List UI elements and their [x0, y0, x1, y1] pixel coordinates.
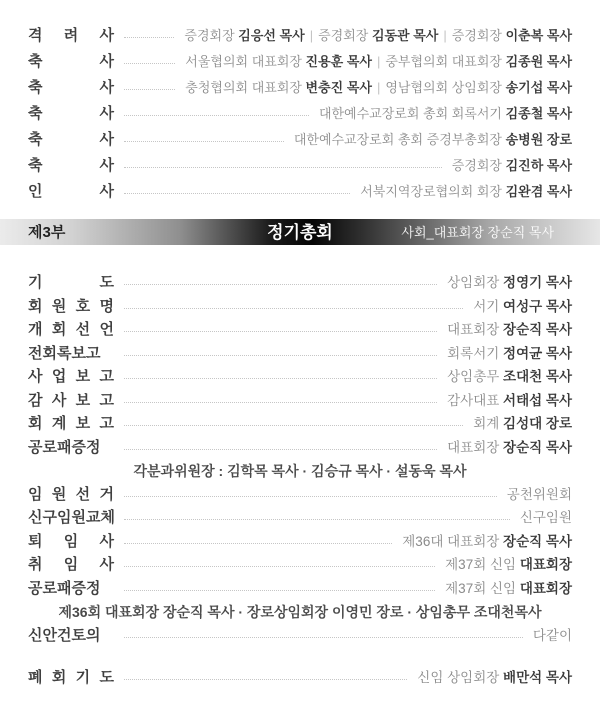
role-text: 서북지역장로협의회 회장	[360, 183, 506, 199]
person-name: 장순직 목사	[503, 322, 572, 337]
person-name: 진용훈 목사	[305, 53, 372, 69]
role-text: 대한예수교장로회 총회 증경부총회장	[293, 131, 506, 147]
program-item-label: 신안건토의	[28, 626, 101, 644]
role-text: 제37회 신임	[445, 557, 520, 572]
program-item-label: 감 사 보 고	[28, 391, 114, 409]
separator: |	[309, 27, 314, 43]
dotted-leader	[124, 543, 392, 544]
role-text: 서기	[473, 298, 504, 314]
person-name: 김성대 장로	[503, 416, 572, 431]
dotted-leader	[124, 37, 174, 38]
role-text: 증경회장	[318, 27, 372, 43]
program-row	[28, 126, 572, 152]
program-item-value	[185, 55, 572, 68]
program-item-value	[473, 300, 572, 314]
role-text: 제36대 대표회장	[402, 533, 504, 549]
person-name: 김종철 목사	[505, 105, 572, 121]
program-item-label: 축 사	[28, 156, 114, 174]
program-item-label: 축 사	[28, 78, 114, 96]
person-name: 장순직 목사	[503, 533, 572, 549]
role-text: 증경회장	[184, 27, 239, 43]
program-item-label: 퇴 임 사	[28, 532, 114, 550]
program-item-label: 신구임원교체	[28, 509, 115, 527]
role-text: 증경회장	[451, 157, 506, 173]
program-item-value	[445, 582, 572, 596]
program-row	[28, 100, 572, 126]
program-row	[28, 271, 572, 295]
program-item-value	[319, 107, 572, 120]
program-item-label: 축 사	[28, 52, 114, 70]
program-item-label: 공로패증정	[28, 579, 101, 597]
row-spacer	[28, 647, 572, 666]
dotted-leader	[124, 167, 442, 168]
program-row	[28, 389, 572, 413]
program-row	[28, 530, 572, 554]
dotted-leader	[124, 679, 407, 680]
program-note: 제36회 대표회장 장순직 목사 · 장로상임회장 이영민 장로 · 상임총무 조대천목사	[58, 603, 542, 620]
dotted-leader	[124, 402, 437, 403]
program-item-label: 회 원 호 명	[28, 297, 114, 315]
role-text: 다같이	[532, 627, 572, 643]
program-row	[28, 22, 572, 48]
person-name: 송병원 장로	[505, 131, 572, 147]
program-item-label: 축 사	[28, 130, 114, 148]
part-number-label: 제3부	[28, 223, 66, 241]
program-item-label: 회 계 보 고	[28, 415, 114, 433]
program-item-value	[507, 488, 572, 502]
program-item-label: 인 사	[28, 182, 114, 200]
program-row	[28, 483, 572, 507]
program-item-value	[520, 511, 572, 525]
part2-program-list	[0, 0, 600, 204]
part3-program-list	[0, 271, 600, 690]
program-row	[28, 412, 572, 436]
role-text: 대표회장	[447, 322, 504, 337]
person-name: 서태섭 목사	[503, 392, 572, 408]
person-name: 조대천 목사	[503, 369, 572, 384]
program-item-value	[445, 558, 572, 572]
person-name: 김완겸 목사	[505, 183, 572, 199]
program-note: 각분과위원장 : 김학목 목사 · 김승규 목사 · 설동욱 목사	[133, 462, 467, 479]
program-item-label: 공로패증정	[28, 438, 101, 456]
role-text: 신구임원	[519, 510, 572, 525]
person-name: 여성구 목사	[503, 298, 572, 314]
program-item-value	[447, 394, 572, 408]
role-text: 회계	[473, 416, 504, 431]
part-title: 정기총회	[267, 222, 333, 242]
program-item-value	[294, 133, 572, 146]
role-text: 증경회장	[451, 27, 506, 43]
program-row	[28, 295, 572, 319]
separator: |	[376, 79, 381, 95]
dotted-leader	[124, 637, 523, 638]
program-item-value	[447, 347, 572, 361]
person-name: 김동관 목사	[371, 27, 439, 43]
dotted-leader	[124, 496, 497, 497]
person-name: 송기섭 목사	[505, 79, 572, 95]
program-item-value	[185, 81, 572, 94]
program-row	[28, 74, 572, 100]
role-text: 충청협의회 대표회장	[185, 79, 306, 95]
role-text: 서울협의회 대표회장	[185, 53, 306, 69]
program-item-value	[417, 671, 572, 685]
person-name: 이춘복 목사	[505, 27, 572, 43]
program-item-label: 전회록보고	[28, 344, 101, 362]
program-item-label: 취 임 사	[28, 556, 114, 574]
role-text: 대한예수교장로회 총회 회록서기	[318, 105, 506, 121]
program-item-label: 임 원 선 거	[28, 485, 114, 503]
role-text: 상임총무	[447, 369, 504, 384]
program-item-value	[473, 417, 572, 431]
person-name: 정영기 목사	[503, 275, 572, 290]
program-row	[28, 365, 572, 389]
person-name: 대표회장	[519, 557, 572, 572]
program-row	[28, 553, 572, 577]
program-row	[28, 436, 572, 460]
role-text: 감사대표	[447, 392, 504, 408]
dotted-leader	[124, 378, 437, 379]
dotted-leader	[124, 141, 284, 142]
program-item-value	[402, 535, 572, 549]
program-row	[28, 48, 572, 74]
program-row	[28, 152, 572, 178]
separator: |	[443, 27, 447, 43]
part3-header-bar	[0, 219, 600, 245]
role-text: 중부협의회 대표회장	[385, 53, 506, 69]
person-name: 정여균 목사	[503, 345, 572, 361]
dotted-leader	[124, 193, 350, 194]
program-row	[28, 624, 572, 648]
dotted-leader	[124, 519, 510, 520]
program-item-value	[184, 29, 572, 42]
dotted-leader	[124, 425, 463, 426]
program-item-value	[447, 323, 572, 337]
role-text: 회록서기	[447, 345, 504, 361]
dotted-leader	[124, 355, 437, 356]
role-text: 제37회 신임	[445, 580, 520, 596]
program-item-label: 기 도	[28, 274, 114, 292]
role-text: 대표회장	[447, 439, 504, 455]
program-item-value	[360, 185, 572, 198]
program-item-value	[533, 629, 572, 643]
dotted-leader	[124, 566, 435, 567]
dotted-leader	[124, 308, 463, 309]
part-mc-label: 사회_대표회장 장순직 목사	[401, 224, 554, 240]
program-item-value	[447, 370, 572, 384]
person-name: 장순직 목사	[503, 439, 572, 455]
person-name: 김응선 목사	[238, 27, 305, 43]
dotted-leader	[124, 284, 437, 285]
program-item-label: 격 려 사	[28, 26, 114, 44]
dotted-leader	[124, 115, 309, 116]
program-row	[28, 342, 572, 366]
role-text: 상임회장	[447, 275, 504, 290]
dotted-leader	[124, 331, 437, 332]
person-name: 김종원 목사	[505, 53, 572, 69]
program-item-value	[452, 159, 572, 172]
program-item-label: 폐 회 기 도	[28, 669, 114, 687]
program-item-value	[447, 441, 572, 455]
program-row	[28, 178, 572, 204]
program-item-label: 개 회 선 언	[28, 321, 114, 339]
person-name: 김진하 목사	[505, 157, 572, 173]
dotted-leader	[124, 449, 437, 450]
role-text: 공천위원회	[506, 486, 572, 502]
separator: |	[376, 53, 381, 69]
person-name: 대표회장	[519, 580, 572, 596]
person-name: 배만석 목사	[503, 670, 572, 685]
dotted-leader	[124, 63, 175, 64]
program-row	[28, 506, 572, 530]
person-name: 변충진 목사	[305, 79, 372, 95]
program-row	[28, 318, 572, 342]
program-row	[28, 666, 572, 690]
program-item-value	[447, 276, 572, 290]
program-item-label: 축 사	[28, 104, 114, 122]
role-text: 신임 상임회장	[417, 670, 504, 685]
dotted-leader	[124, 590, 435, 591]
program-item-label: 사 업 보 고	[28, 368, 114, 386]
program-row	[28, 577, 572, 601]
role-text: 영남협의회 상임회장	[385, 79, 506, 95]
dotted-leader	[124, 89, 175, 90]
